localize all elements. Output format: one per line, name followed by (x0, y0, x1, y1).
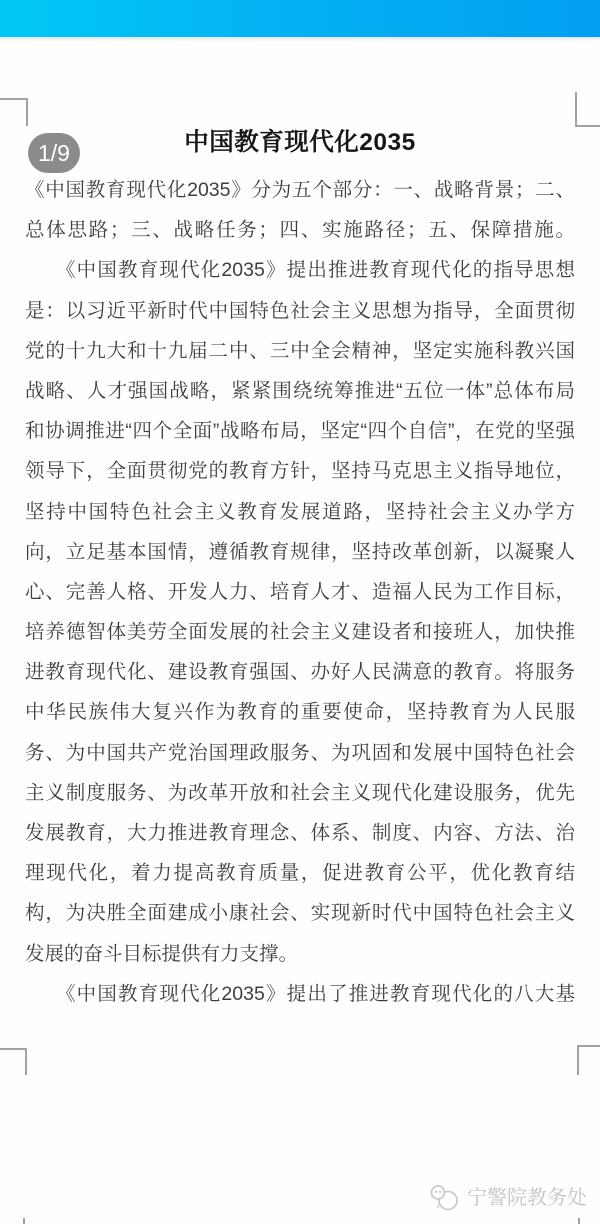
corner-mark-top-right (575, 92, 600, 127)
body-line: 发展教育，大力推进教育理念、体系、制度、内容、方法、治 (25, 822, 575, 844)
body-line: 和协调推进“四个全面”战略布局，坚定“四个自信”，在党的坚强 (25, 420, 575, 443)
watermark-label: 宁警院教务处 (467, 1187, 587, 1209)
corner-mark-top-left (0, 98, 28, 126)
corner-mark-next-page-left (23, 1218, 25, 1224)
body-line: 坚持中国特色社会主义教育发展道路，坚持社会主义办学方 (25, 500, 575, 523)
body-line: 是：以习近平新时代中国特色社会主义思想为指导，全面贯彻 (25, 299, 575, 322)
body-line: 《中国教育现代化2035》分为五个部分：一、战略背景；二、 (25, 179, 575, 201)
app-header-bar (0, 0, 600, 37)
watermark (428, 1183, 587, 1213)
page-indicator-badge: 1/9 (28, 133, 80, 173)
corner-mark-bottom-left (0, 1048, 27, 1075)
body-line: 总体思路；三、战略任务；四、实施路径；五、保障措施。 (25, 219, 575, 242)
body-line: 中华民族伟大复兴作为教育的重要使命，坚持教育为人民服 (25, 701, 575, 724)
body-line: 务、为中国共产党治国理政服务、为巩固和发展中国特色社会 (25, 741, 575, 764)
corner-mark-bottom-right (577, 1045, 600, 1075)
body-line: 《中国教育现代化2035》提出推进教育现代化的指导思想 (56, 259, 575, 282)
body-line: 主义制度服务、为改革开放和社会主义现代化建设服务，优先 (25, 781, 575, 804)
corner-mark-next-page-right (578, 1218, 580, 1224)
document-title: 中国教育现代化2035 (184, 129, 416, 156)
body-line: 战略、人才强国战略，紧紧围绕统筹推进“五位一体”总体布局 (25, 379, 575, 402)
wechat-bubbles-icon (428, 1184, 462, 1212)
body-line: 构，为决胜全面建成小康社会、实现新时代中国特色社会主义 (25, 902, 575, 925)
body-line: 进教育现代化、建设教育强国、办好人民满意的教育。将服务 (25, 661, 575, 684)
body-line: 领导下，全面贯彻党的教育方针，坚持马克思主义指导地位， (25, 460, 575, 483)
body-line: 发展的奋斗目标提供有力支撑。 (25, 942, 299, 965)
body-line: 党的十九大和十九届二中、三中全会精神，坚定实施科教兴国 (25, 339, 575, 362)
document-body (25, 170, 575, 1014)
body-line: 《中国教育现代化2035》提出了推进教育现代化的八大基 (56, 982, 575, 1005)
body-line: 向，立足基本国情，遵循教育规律，坚持改革创新，以凝聚人 (25, 540, 575, 563)
body-line: 培养德智体美劳全面发展的社会主义建设者和接班人，加快推 (25, 621, 575, 644)
body-line: 心、完善人格、开发人力、培育人才、造福人民为工作目标， (25, 580, 575, 603)
body-line: 理现代化，着力提高教育质量，促进教育公平，优化教育结 (25, 862, 575, 885)
